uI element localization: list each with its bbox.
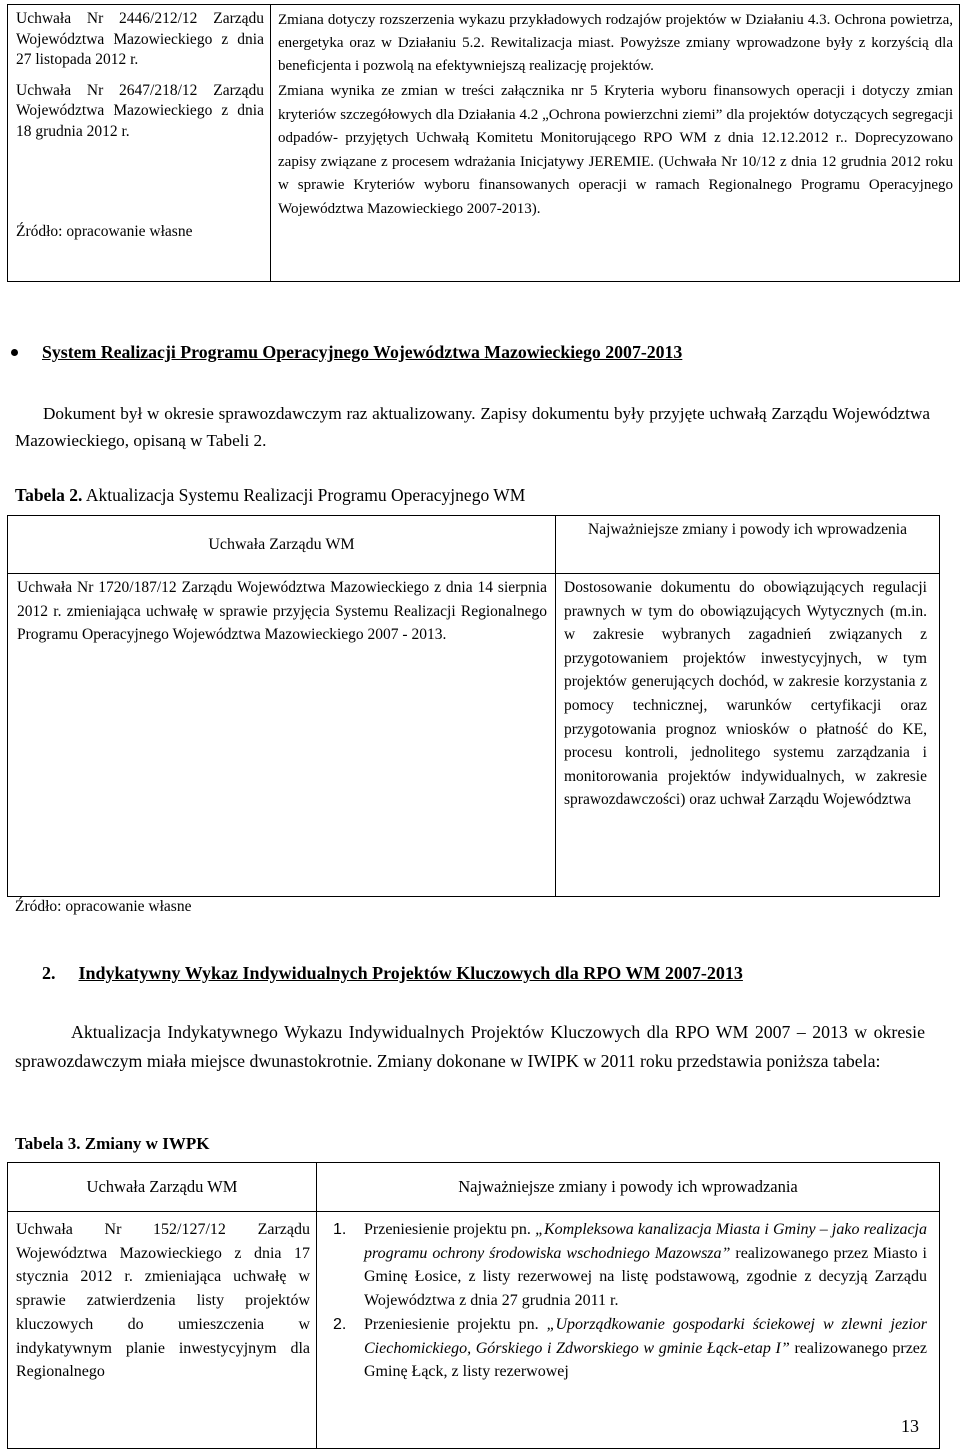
item-text: Przeniesienie projektu pn.	[364, 1221, 536, 1238]
source-note: Źródło: opracowanie własne	[16, 223, 193, 240]
column-header: Najważniejsze zmiany i powody ich wprowadzania	[317, 1163, 940, 1212]
resolution-cell	[8, 5, 271, 282]
item-text: Przeniesienie projektu pn.	[364, 1315, 547, 1333]
table-header-row	[8, 516, 940, 574]
page-number: 13	[901, 1416, 919, 1436]
table-row	[8, 5, 960, 282]
changes-list	[333, 1218, 927, 1384]
table-row	[8, 1212, 940, 1449]
table-caption: Tabela 3. Zmiany w IWPK	[15, 1134, 210, 1153]
project-title: „Kompleksowa kanalizacja Miasta i Gminy – jako realizacja programu ochrony środowiska wschodniego Mazowsza”	[364, 1221, 927, 1262]
section-paragraph: Dokument był w okresie sprawozdawczym raz aktualizowany. Zapisy dokumentu były przyjęte uchwałą Zarządu Województwa Mazowieckiego, opisaną w Tabeli 2.	[15, 404, 930, 450]
table-caption-label: Tabela 2.	[15, 485, 83, 505]
changes-cell	[317, 1212, 940, 1449]
table-row	[8, 574, 940, 897]
changes-cell: Dostosowanie dokumentu do obowiązujących regulacji prawnych w tym do obowiązujących Wytycznych (m.in. w zakresie wybranych zagadnień związanych z przygotowaniem projektów inwestycyjnych, w tym projektów generujących dochód, w zakresie korzystania z pomocy technicznej, warunków certyfikacji oraz przygotowania prognoz wniosków o płatność do KE, procesu kontroli, jednolitego systemu zarządzania i monitorowania projektów indywidualnych, w zakresie sprawozdawczości) oraz uchwał Zarządu Województwa	[556, 574, 940, 897]
changes-cell	[271, 5, 960, 282]
column-header: Uchwała Zarządu WM	[8, 1163, 317, 1212]
resolution-cell: Uchwała Nr 1720/187/12 Zarządu Województwa Mazowieckiego z dnia 14 sierpnia 2012 r. zmieniająca uchwałę w sprawie przyjęcia Systemu Realizacji Regionalnego Programu Operacyjnego Województwa Mazowieckiego 2007 - 2013.	[8, 574, 556, 897]
item-text: realizowanego przez Gminę Łąck, z listy rezerwowej	[364, 1339, 928, 1381]
change-description: Zmiana wynika ze zmian w treści załącznika nr 5 Kryteria wyboru finansowych operacji i dotyczy zmian kryteriów szczegółowych dla Działania 4.2 „Ochrona powierzchni ziemi” dla projektów dotyczących segregacji odpadów- przyjętych Uchwałą Komitetu Monitorującego RPO WM z dnia 12.12.2012 r.. Doprecyzowano zapisy związane z procesem wdrażania Inicjatywy JEREMIE. (Uchwała Nr 10/12 z dnia 12 grudnia 2012 roku w sprawie Kryteriów wyboru finansowanych operacji w ramach Regionalnego Programu Operacyjnego Województwa Mazowieckiego 2007-2013).	[278, 83, 953, 217]
table-caption	[15, 485, 525, 506]
resolution-cell: Uchwała Nr 152/127/12 Zarządu Województwa Mazowieckiego z dnia 17 stycznia 2012 r. zmieniająca uchwałę w sprawie zatwierdzenia listy projektów kluczowych do umieszczenia w indykatywnym planie inwestycyjnym dla Regionalnego	[8, 1212, 317, 1449]
section-title: Indykatywny Wykaz Indywidualnych Projektów Kluczowych dla RPO WM 2007-2013	[78, 963, 743, 983]
resolutions-table-2	[7, 515, 940, 897]
table-header-row	[8, 1163, 940, 1212]
bullet-icon	[11, 349, 18, 356]
iwpk-changes-table	[7, 1162, 940, 1449]
section-heading: System Realizacji Programu Operacyjnego Województwa Mazowieckiego 2007-2013	[42, 342, 683, 362]
resolution-text: Uchwała Nr 2446/212/12 Zarządu Województwa Mazowieckiego z dnia 27 listopada 2012 r.	[16, 10, 264, 68]
item-text: realizowanego przez Miasto i Gminę Łosice, z listy rezerwowej na listę podstawową, zgodnie z decyzją Zarządu Województwa z dnia 27 grudnia 2011 r.	[364, 1244, 927, 1310]
change-description: Zmiana dotyczy rozszerzenia wykazu przykładowych rodzajów projektów w Działaniu 4.3. Ochrona powietrza, energetyka oraz w Działaniu 5.2. Rewitalizacja miast. Powyższe zmiany wprowadzone były z korzyścią dla beneficjenta i pozwolą na efektywniejszą realizację projektów.	[278, 12, 953, 74]
column-header: Uchwała Zarządu WM	[8, 516, 556, 574]
column-header: Najważniejsze zmiany i powody ich wprowadzenia	[556, 516, 940, 574]
project-title: „Uporządkowanie gospodarki ściekowej w zlewni jezior Ciechomickiego, Górskiego i Zdworskiego w gminie Łąck-etap I”	[364, 1315, 927, 1357]
list-item	[333, 1218, 927, 1313]
list-number: 2.	[333, 1315, 347, 1333]
list-number: 1.	[333, 1221, 347, 1238]
source-note: Źródło: opracowanie własne	[15, 898, 192, 915]
section-number: 2.	[42, 963, 56, 983]
resolutions-table-1	[7, 4, 960, 282]
list-item	[333, 1313, 927, 1384]
section-paragraph: Aktualizacja Indykatywnego Wykazu Indywidualnych Projektów Kluczowych dla RPO WM 2007 – 2013 w okresie sprawozdawczym miała miejsce dwunastokrotnie. Zmiany dokonane w IWIPK w 2011 roku przedstawia poniższa tabela:	[15, 1022, 925, 1071]
table-caption-text: Aktualizacja Systemu Realizacji Programu Operacyjnego WM	[85, 485, 526, 505]
section-heading-2	[42, 963, 743, 984]
resolution-text: Uchwała Nr 2647/218/12 Zarządu Województwa Mazowieckiego z dnia 18 grudnia 2012 r.	[16, 81, 264, 140]
